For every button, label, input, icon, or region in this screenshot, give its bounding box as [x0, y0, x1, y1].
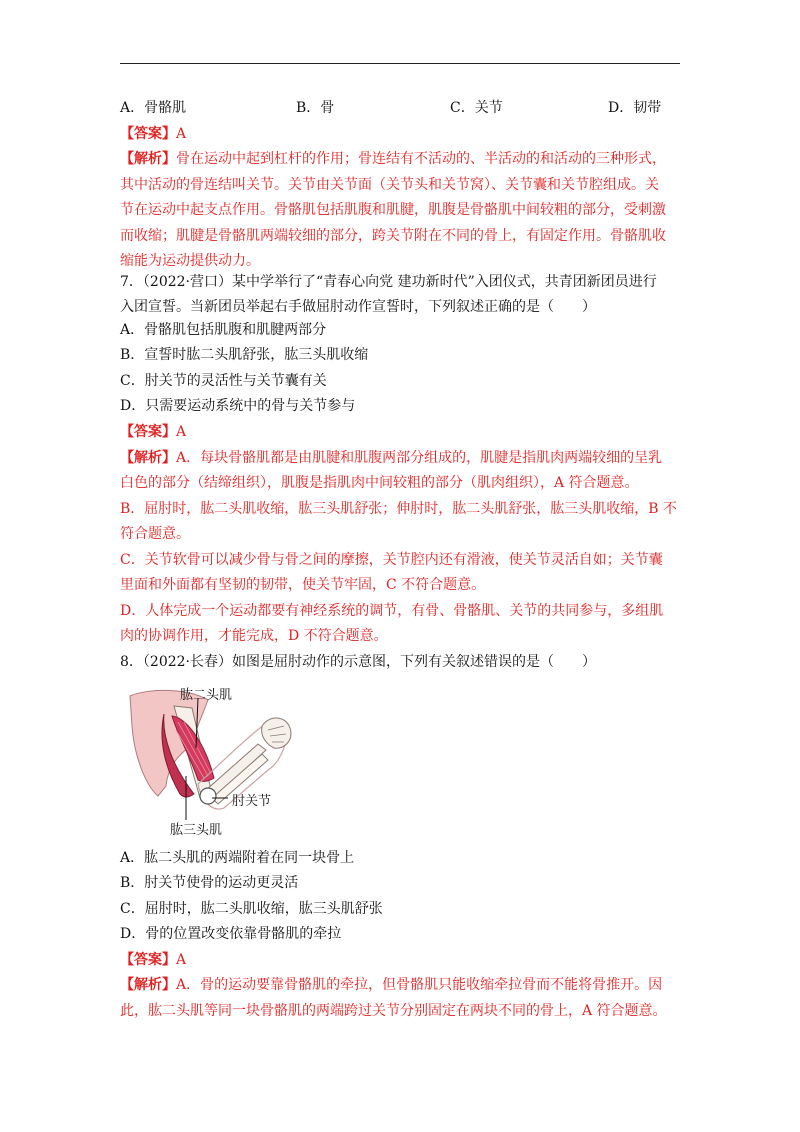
q7-option-a: A．骨骼肌包括肌腹和肌腱两部分 — [120, 322, 327, 338]
q7-answer: 【答案】A — [120, 424, 187, 440]
q6-analysis-line: 其中活动的骨连结叫关节。关节由关节面（关节头和关节窝）、关节囊和关节腔组成。关 — [120, 177, 659, 193]
arm-illustration — [128, 686, 298, 836]
q7-analysis-line: 肉的协调作用，才能完成，D 不符合题意。 — [120, 628, 388, 644]
q6-analysis-line: 缩能为运动提供动力。 — [120, 253, 260, 269]
q6-analysis-line: 而收缩；肌腱是骨骼肌两端较细的部分，跨关节附在不同的骨上，有固定作用。骨骼肌收 — [120, 228, 666, 244]
q7-option-c: C．肘关节的灵活性与关节囊有关 — [120, 373, 327, 389]
q6-analysis-line: 【解析】骨在运动中起到杠杆的作用；骨连结有不活动的、半活动的和活动的三种形式， — [120, 151, 666, 167]
q7-stem-line: 入团宣誓。当新团员举起右手做屈肘动作宣誓时，下列叙述正确的是（ ） — [120, 299, 596, 315]
q8-analysis-line: 此，肱二头肌等同一块骨骼肌的两端跨过关节分别固定在两块不同的骨上，A 符合题意。 — [120, 1003, 667, 1019]
q7-analysis-line: 符合题意。 — [120, 526, 190, 542]
label-elbow: 肘关节 — [232, 794, 272, 809]
elbow-flexion-figure — [128, 686, 298, 836]
hand-bones — [262, 718, 291, 748]
section-tag: 【答案】 — [120, 952, 176, 968]
q7-analysis-line: 【解析】A．每块骨骼肌都是由肌腱和肌腹两部分组成的，肌腱是指肌肉两端较细的呈乳 — [120, 450, 663, 466]
q8-option-b: B．肘关节使骨的运动更灵活 — [120, 875, 299, 891]
label-biceps: 肱二头肌 — [180, 688, 233, 703]
q8-answer: 【答案】A — [120, 952, 187, 968]
q6-option-b: B．骨 — [296, 100, 335, 116]
q6-analysis-line: 节在运动中起支点作用。骨骼肌包括肌腹和肌腱，肌腹是骨骼肌中间较粗的部分，受刺激 — [120, 202, 666, 218]
q8-option-c: C．屈肘时，肱二头肌收缩，肱三头肌舒张 — [120, 901, 383, 917]
q7-option-b: B．宣誓时肱二头肌舒张，肱三头肌收缩 — [120, 347, 369, 363]
q7-analysis-line: C．关节软骨可以减少骨与骨之间的摩擦，关节腔内还有滑液，使关节灵活自如；关节囊 — [120, 552, 663, 568]
label-triceps: 肱三头肌 — [170, 823, 223, 838]
section-tag: 【答案】 — [120, 126, 176, 142]
q7-analysis-line: 里面和外面都有坚韧的韧带，使关节牢固，C 不符合题意。 — [120, 577, 486, 593]
q7-analysis-line: D．人体完成一个运动都要有神经系统的调节，有骨、骨骼肌、关节的共同参与，多组肌 — [120, 603, 664, 619]
q7-analysis-line: B．屈肘时，肱二头肌收缩，肱三头肌舒张；伸肘时，肱二头肌舒张，肱三头肌收缩，B 不 — [120, 501, 678, 517]
q6-option-d: D．韧带 — [608, 100, 662, 116]
q7-analysis-line: 白色的部分（结缔组织），肌腹是指肌肉中间较粗的部分（肌肉组织），A 符合题意。 — [120, 475, 639, 491]
q8-analysis-line: 【解析】A．骨的运动要靠骨骼肌的牵拉，但骨骼肌只能收缩牵拉骨而不能将骨推开。因 — [120, 977, 663, 993]
section-tag: 【解析】 — [120, 977, 176, 993]
q6-answer: 【答案】A — [120, 126, 187, 142]
q6-option-a: A．骨骼肌 — [120, 100, 187, 116]
section-tag: 【解析】 — [120, 450, 176, 466]
q8-option-a: A．肱二头肌的两端附着在同一块骨上 — [120, 850, 355, 866]
q7-option-d: D．只需要运动系统中的骨与关节参与 — [120, 398, 356, 414]
header-rule — [120, 63, 680, 64]
q8-option-d: D．骨的位置改变依靠骨骼肌的牵拉 — [120, 926, 342, 942]
section-tag: 【答案】 — [120, 424, 176, 440]
q7-stem-line: 7．（2022·营口）某中学举行了“青春心向党 建功新时代”入团仪式，共青团新团员进行 — [120, 274, 657, 290]
q8-stem: 8．（2022·长春）如图是屈肘动作的示意图，下列有关叙述错误的是（ ） — [120, 654, 596, 670]
section-tag: 【解析】 — [120, 151, 176, 167]
q6-option-c: C．关节 — [450, 100, 503, 116]
elbow-joint — [200, 788, 216, 804]
